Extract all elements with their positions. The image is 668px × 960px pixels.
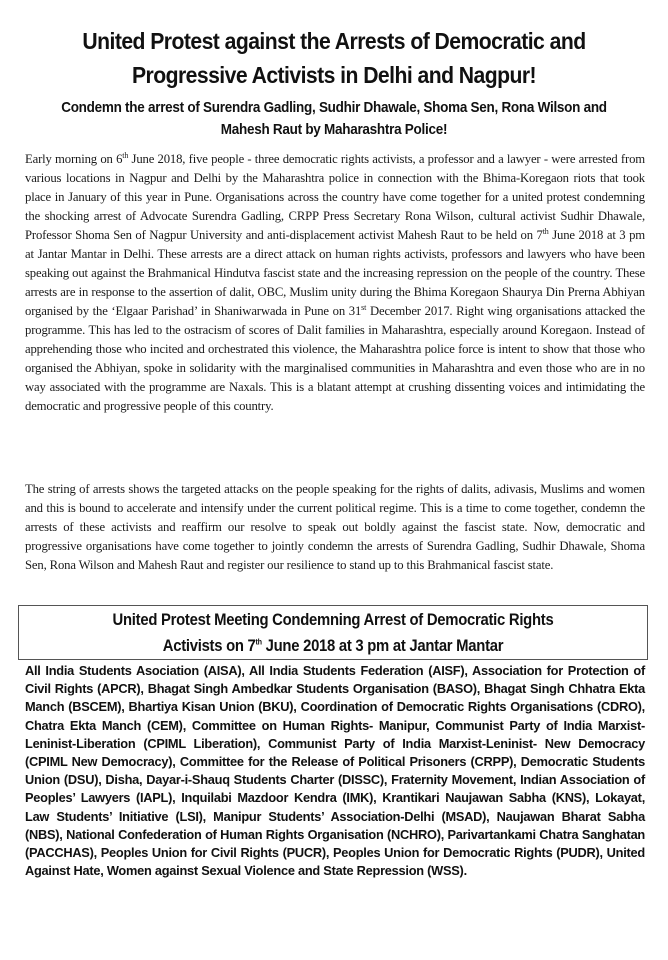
organisations-list: All India Students Asociation (AISA), All India Students Federation (AISF), Association for Protection of Civil Rights (APCR), Bhagat Singh Ambedkar Students Organisation (BASO), Bhagat Singh Chhatra Ekta Manch (BSCEM), Bhartiya Kisan Union (BKU), Coordination of Democratic Rights Organisations (CDRO), Chatra Ekta Manch (CEM), Committee on Human Rights- Manipur, Communist Party of India Marxist-Leninist-Liberation (CPIML Liberation), Communist Party of India Marxist-Leninist- New Democracy (CPIML New Democracy), Committee for the Release of Political Prisoners (CRPP), Democratic Students Union (DSU), Disha, Dayar-i-Shauq Students Charter (DISSC), Fraternity Movement, Indian Association of Peoples’ Lawyers (IAPL), Inquilabi Mazdoor Kendra (IMK), Krantikari Naujawan Sabha (KNS), Lokayat, Law Students’ Initiative (LSI), Manipur Students’ Association-Delhi (MSAD), Naujawan Bharat Sabha (NBS), National Confederation of Human Rights Organisation (NCHRO), Parivartankami Chatra Sanghatan (PACCHAS), Peoples Union for Civil Rights (PUCR), Peoples Union for Democratic Rights (PUDR), United Against Hate, Women against Sexual Violence and State Repression (WSS).	[25, 663, 645, 879]
meeting-heading-line1: United Protest Meeting Condemning Arrest of Democratic Rights	[112, 611, 554, 629]
document-title: United Protest against the Arrests of Democratic and Progressive Activists in Delhi and Nagpur!	[82, 28, 586, 88]
body-paragraph-1	[25, 150, 645, 416]
para1-text-a: Early morning on 6	[25, 152, 123, 166]
para1-text-d: December 2017. Right wing organisations attacked the programme. This has led to the ostracism of scores of Dalit families in Maharashtra, especially around Koregaon. Instead of apprehending those who incited and orchestrated this violence, the Maharashtra police force is intent to show that those who organised the Abhiyan, spoke in solidarity with the marginalised communities in Maharashtra and even those who are in no way associated with the programme are Naxals. This is a blatant attempt at crushing dissenting voices and intimidating the democratic and progressive people of this country.	[25, 304, 645, 413]
para1-text-c: June 2018 at 3 pm at Jantar Mantar in Delhi. These arrests are a direct attack on human rights activists, professors and lawyers who have been speaking out against the Brahmanical Hindutva fascist state and the increasing repression on the people of the country. These arrests are in response to the assertion of dalit, OBC, Muslim unity during the Bhima Koregaon Shaurya Din Prerna Abhiyan organised by the ‘Elgaar Parishad’ in Shaniwarwada in Pune on 31	[25, 228, 645, 318]
meeting-heading-line2-b: June 2018 at 3 pm at Jantar Mantar	[261, 637, 504, 655]
meeting-heading-box	[18, 605, 648, 660]
meeting-heading-line2-a: Activists on 7	[162, 637, 256, 655]
body-paragraph-2: The string of arrests shows the targeted attacks on the people speaking for the rights of dalits, adivasis, Muslims and women and this is bound to accelerate and intensify under the current political regime. This is a time to come together, condemn the arrests of these activists and reaffirm our resolve to speak out boldly against the fascist state. Now, democratic and progressive organisations have come together to jointly condemn the arrests of Surendra Gadling, Sudhir Dhawale, Shoma Sen, Rona Wilson and Mahesh Raut and register our resilience to stand up to this Brahmanical fascist state.	[25, 482, 645, 572]
meeting-heading-line2	[50, 633, 615, 659]
ordinal-suffix: st	[361, 302, 367, 312]
document-subtitle: Condemn the arrest of Surendra Gadling, Sudhir Dhawale, Shoma Sen, Rona Wilson and Mahesh Raut by Maharashtra Police!	[61, 99, 607, 138]
ordinal-suffix: th	[122, 150, 129, 160]
ordinal-suffix: th	[255, 637, 262, 647]
para1-text-b: June 2018, five people - three democratic rights activists, a professor and a lawyer - were arrested from various locations in Nagpur and Delhi by the Maharashtra police in connection with the Bhima-Koregaon riots that took place in January of this year in Pune. Organisations across the country have come together for a united protest condemning the shocking arrest of Advocate Surendra Gadling, CRPP Press Secretary Rona Wilson, cultural activist Sudhir Dhawale, Professor Shoma Sen of Nagpur University and anti-displacement activist Mahesh Raut to be held on 7	[25, 152, 645, 242]
ordinal-suffix: th	[542, 226, 549, 236]
